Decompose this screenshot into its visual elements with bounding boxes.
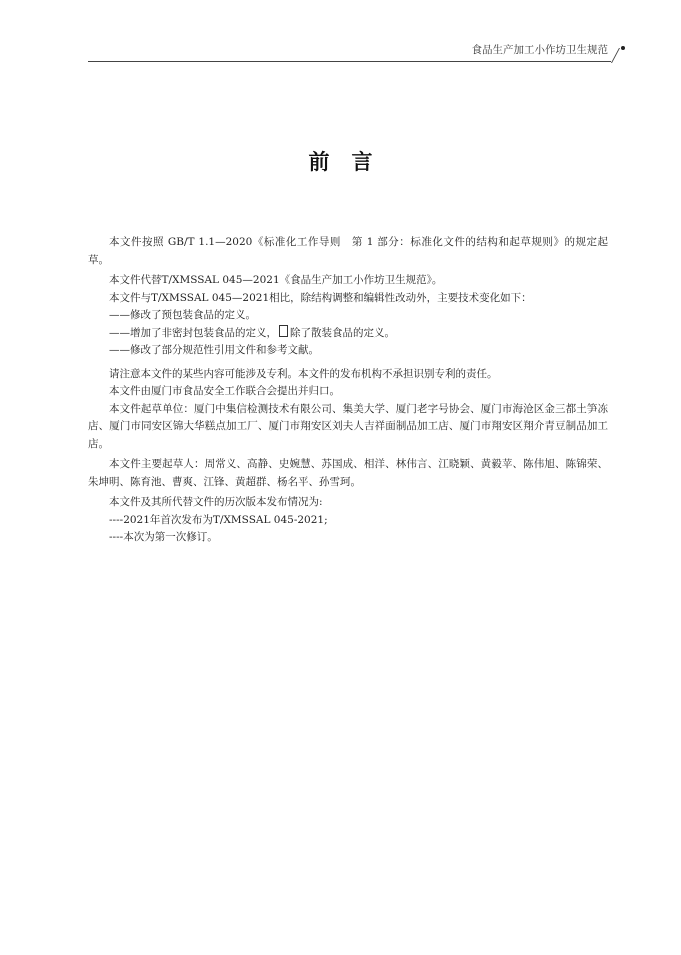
paragraph-changes-intro: 本文件与T/XMSSAL 045—2021相比，除结构调整和编辑性改动外，主要技术变化如下： (109, 291, 532, 304)
header-slash (611, 48, 620, 63)
paragraph-drafters: 本文件主要起草人：周常义、高静、史婉慧、苏国成、相洋、林伟言、江晓颖、黄毅苹、陈伟旭、陈锦荣、朱坤明、陈育池、曹爽、江锋、黄超群、杨名平、孙雪珂。 (88, 458, 608, 488)
change-item-1: ——修改了预包装食品的定义。 (109, 309, 256, 321)
header-title: 食品生产加工小作坊卫生规范 (471, 44, 608, 56)
history-item-1: ----2021年首次发布为T/XMSSAL 045-2021; (109, 513, 328, 526)
header-rule (88, 61, 611, 62)
change-item-2-part-b: 除了散装食品的定义。 (290, 326, 395, 339)
paragraph-drafting-rule: 本文件按照 GB/T 1.1—2020《标准化工作导则 第 1 部分：标准化文件的结构和起草规则》的规定起草。 (88, 236, 608, 266)
document-body (88, 234, 608, 547)
history-item-2: ----本次为第一次修订。 (109, 531, 218, 543)
paragraph-drafting-units: 本文件起草单位：厦门中集信检测技术有限公司、集美大学、厦门老字号协会、厦门市海沧区金三都土笋冻店、厦门市同安区锦大华糕点加工厂、厦门市翔安区刘夫人吉祥面制品加工店、厦门市翔安区翔介青豆制品加工店。 (88, 402, 608, 450)
paragraph-history-intro: 本文件及其所代替文件的历次版本发布情况为: (109, 496, 323, 508)
paragraph-patent-notice: 请注意本文件的某些内容可能涉及专利。本文件的发布机构不承担识别专利的责任。 (109, 367, 498, 380)
change-item-3: ——修改了部分规范性引用文件和参考文献。 (109, 344, 319, 356)
page-title: 前言 (308, 150, 395, 174)
paragraph-proposer: 本文件由厦门市食品安全工作联合会提出并归口。 (109, 385, 340, 397)
change-item-2 (88, 325, 608, 343)
header-dot-icon (621, 46, 625, 50)
change-item-2-part-a: ——增加了非密封包装食品的定义， (109, 326, 277, 339)
paragraph-replaces: 本文件代替T/XMSSAL 045—2021《食品生产加工小作坊卫生规范》。 (109, 274, 443, 286)
running-header (88, 40, 624, 64)
missing-glyph-box (279, 325, 288, 337)
